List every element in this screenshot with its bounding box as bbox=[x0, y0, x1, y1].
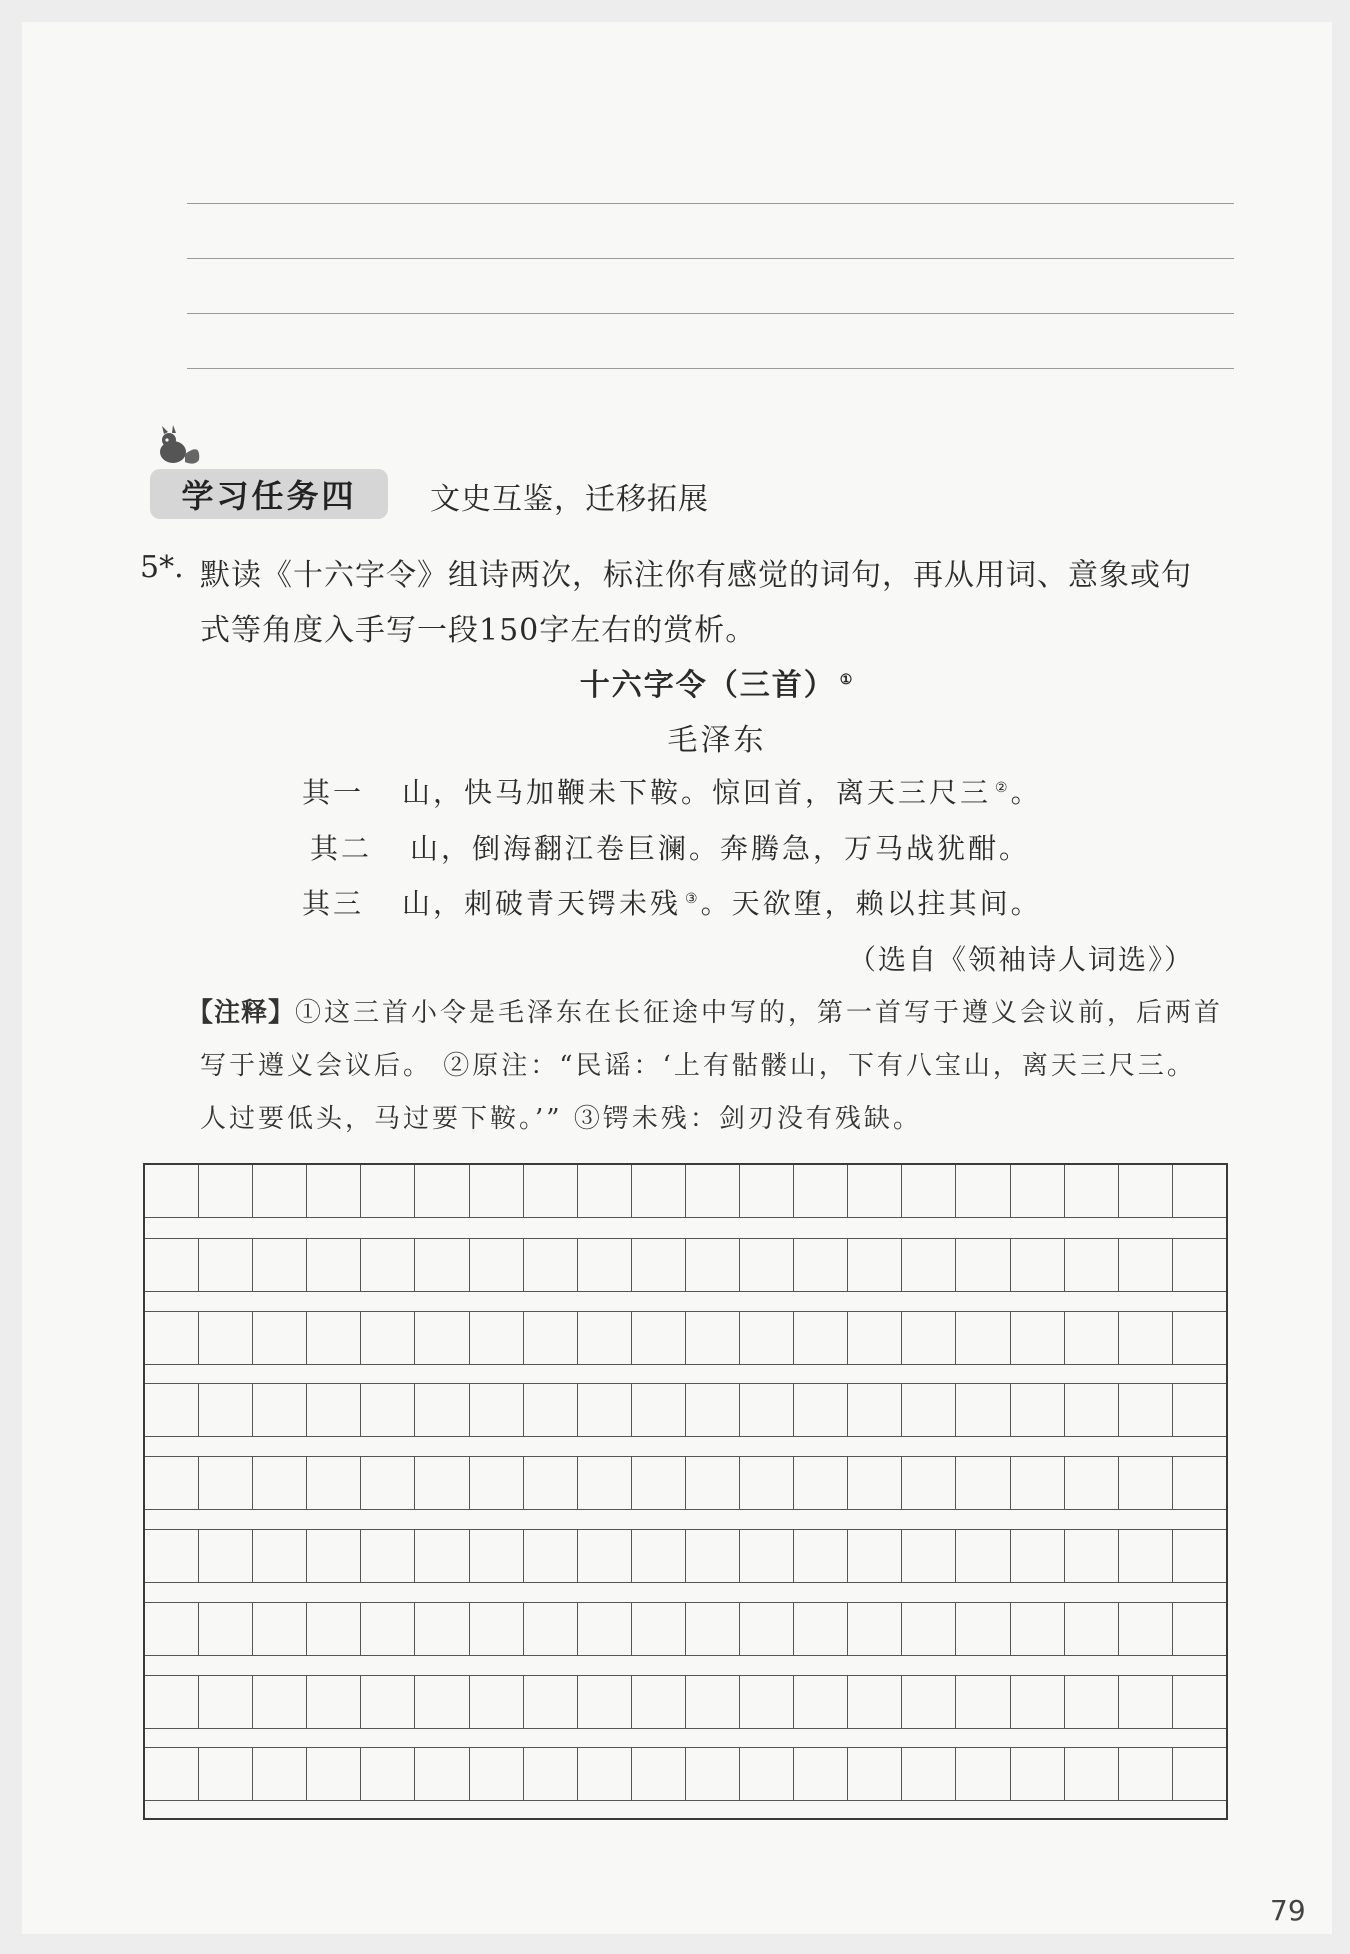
grid-cell[interactable] bbox=[1173, 1457, 1226, 1509]
grid-cell[interactable] bbox=[361, 1312, 415, 1364]
grid-cell[interactable] bbox=[632, 1239, 686, 1291]
grid-cell[interactable] bbox=[632, 1530, 686, 1582]
stanza-label: 其三 bbox=[302, 887, 365, 920]
grid-cell[interactable] bbox=[1119, 1312, 1173, 1364]
grid-cell[interactable] bbox=[848, 1312, 902, 1364]
notes-line-2: 写于遵义会议后。 ②原注：“民谣：‘上有骷髅山，下有八宝山，离天三尺三。 bbox=[200, 1051, 1196, 1081]
stanza-text-end: 。 bbox=[1010, 776, 1042, 809]
grid-cell[interactable] bbox=[470, 1384, 524, 1436]
grid-cell[interactable] bbox=[902, 1165, 956, 1217]
grid-cell[interactable] bbox=[1065, 1165, 1119, 1217]
grid-cell[interactable] bbox=[686, 1165, 740, 1217]
grid-cell[interactable] bbox=[145, 1530, 199, 1582]
grid-cell[interactable] bbox=[524, 1748, 578, 1800]
grid-cell[interactable] bbox=[632, 1384, 686, 1436]
grid-cell[interactable] bbox=[902, 1676, 956, 1728]
stanza-label: 其一 bbox=[302, 776, 365, 809]
grid-cell[interactable] bbox=[145, 1748, 199, 1800]
grid-cell[interactable] bbox=[740, 1384, 794, 1436]
grid-cell[interactable] bbox=[361, 1384, 415, 1436]
stanza-label: 其二 bbox=[310, 832, 373, 865]
poem-source: （选自《领袖诗人词选》） bbox=[847, 943, 1194, 976]
grid-cell[interactable] bbox=[253, 1384, 307, 1436]
grid-cell[interactable] bbox=[1011, 1312, 1065, 1364]
grid-cell[interactable] bbox=[145, 1676, 199, 1728]
grid-cell[interactable] bbox=[199, 1457, 253, 1509]
grid-cell[interactable] bbox=[1065, 1748, 1119, 1800]
stanza-note: ③ bbox=[685, 890, 701, 907]
stanza-text: 山，刺破青天锷未残 bbox=[402, 887, 682, 920]
grid-cell[interactable] bbox=[848, 1676, 902, 1728]
grid-cell[interactable] bbox=[253, 1165, 307, 1217]
grid-cell[interactable] bbox=[686, 1457, 740, 1509]
grid-cell[interactable] bbox=[1173, 1676, 1226, 1728]
grid-cell[interactable] bbox=[1065, 1603, 1119, 1655]
grid-cell[interactable] bbox=[361, 1457, 415, 1509]
grid-row[interactable] bbox=[145, 1165, 1226, 1218]
grid-cell[interactable] bbox=[524, 1457, 578, 1509]
grid-cell[interactable] bbox=[253, 1676, 307, 1728]
grid-cell[interactable] bbox=[1065, 1384, 1119, 1436]
grid-cell[interactable] bbox=[199, 1603, 253, 1655]
grid-cell[interactable] bbox=[1119, 1165, 1173, 1217]
stanza-text: 山，快马加鞭未下鞍。惊回首，离天三尺三 bbox=[402, 776, 992, 809]
grid-cell[interactable] bbox=[1011, 1457, 1065, 1509]
grid-cell[interactable] bbox=[1119, 1457, 1173, 1509]
grid-cell[interactable] bbox=[470, 1676, 524, 1728]
grid-row[interactable] bbox=[145, 1747, 1226, 1801]
grid-cell[interactable] bbox=[1173, 1312, 1226, 1364]
grid-cell[interactable] bbox=[470, 1312, 524, 1364]
grid-cell[interactable] bbox=[848, 1165, 902, 1217]
question-number: 5*. bbox=[140, 550, 184, 585]
grid-cell[interactable] bbox=[902, 1384, 956, 1436]
grid-cell[interactable] bbox=[415, 1748, 469, 1800]
answer-line-4[interactable] bbox=[187, 368, 1234, 369]
grid-cell[interactable] bbox=[1011, 1748, 1065, 1800]
grid-cell[interactable] bbox=[686, 1384, 740, 1436]
grid-cell[interactable] bbox=[902, 1239, 956, 1291]
grid-cell[interactable] bbox=[415, 1312, 469, 1364]
grid-cell[interactable] bbox=[956, 1239, 1010, 1291]
grid-cell[interactable] bbox=[1065, 1312, 1119, 1364]
grid-cell[interactable] bbox=[1173, 1384, 1226, 1436]
poem-title-note: ① bbox=[839, 672, 855, 688]
grid-cell[interactable] bbox=[470, 1603, 524, 1655]
grid-cell[interactable] bbox=[145, 1384, 199, 1436]
answer-line-2[interactable] bbox=[187, 258, 1234, 259]
grid-cell[interactable] bbox=[145, 1603, 199, 1655]
grid-cell[interactable] bbox=[686, 1748, 740, 1800]
grid-cell[interactable] bbox=[1173, 1530, 1226, 1582]
grid-cell[interactable] bbox=[307, 1457, 361, 1509]
grid-cell[interactable] bbox=[632, 1312, 686, 1364]
grid-cell[interactable] bbox=[1065, 1676, 1119, 1728]
grid-cell[interactable] bbox=[361, 1748, 415, 1800]
grid-cell[interactable] bbox=[740, 1603, 794, 1655]
grid-cell[interactable] bbox=[470, 1457, 524, 1509]
grid-cell[interactable] bbox=[307, 1165, 361, 1217]
grid-cell[interactable] bbox=[902, 1748, 956, 1800]
grid-row[interactable] bbox=[145, 1383, 1226, 1437]
grid-cell[interactable] bbox=[956, 1312, 1010, 1364]
grid-cell[interactable] bbox=[415, 1165, 469, 1217]
grid-cell[interactable] bbox=[415, 1676, 469, 1728]
grid-row[interactable] bbox=[145, 1675, 1226, 1729]
grid-cell[interactable] bbox=[1119, 1530, 1173, 1582]
grid-cell[interactable] bbox=[794, 1676, 848, 1728]
grid-cell[interactable] bbox=[794, 1457, 848, 1509]
grid-cell[interactable] bbox=[145, 1312, 199, 1364]
grid-cell[interactable] bbox=[632, 1457, 686, 1509]
grid-cell[interactable] bbox=[794, 1748, 848, 1800]
grid-cell[interactable] bbox=[470, 1748, 524, 1800]
grid-cell[interactable] bbox=[145, 1165, 199, 1217]
grid-cell[interactable] bbox=[794, 1312, 848, 1364]
answer-line-3[interactable] bbox=[187, 313, 1234, 314]
grid-cell[interactable] bbox=[848, 1457, 902, 1509]
grid-cell[interactable] bbox=[307, 1603, 361, 1655]
grid-cell[interactable] bbox=[686, 1676, 740, 1728]
grid-cell[interactable] bbox=[848, 1603, 902, 1655]
grid-cell[interactable] bbox=[307, 1676, 361, 1728]
grid-cell[interactable] bbox=[956, 1457, 1010, 1509]
grid-cell[interactable] bbox=[253, 1457, 307, 1509]
grid-cell[interactable] bbox=[902, 1457, 956, 1509]
grid-cell[interactable] bbox=[578, 1384, 632, 1436]
grid-cell[interactable] bbox=[686, 1603, 740, 1655]
notes-line-1 bbox=[187, 992, 1223, 1029]
page-number: 79 bbox=[1270, 1894, 1306, 1927]
grid-cell[interactable] bbox=[902, 1603, 956, 1655]
grid-cell[interactable] bbox=[956, 1530, 1010, 1582]
grid-cell[interactable] bbox=[199, 1530, 253, 1582]
grid-cell[interactable] bbox=[848, 1748, 902, 1800]
grid-cell[interactable] bbox=[524, 1239, 578, 1291]
grid-cell[interactable] bbox=[253, 1748, 307, 1800]
grid-cell[interactable] bbox=[632, 1603, 686, 1655]
grid-cell[interactable] bbox=[1173, 1239, 1226, 1291]
grid-cell[interactable] bbox=[199, 1312, 253, 1364]
grid-cell[interactable] bbox=[1011, 1603, 1065, 1655]
grid-cell[interactable] bbox=[307, 1748, 361, 1800]
answer-line-1[interactable] bbox=[187, 203, 1234, 204]
poem-title bbox=[200, 660, 1234, 704]
grid-row[interactable] bbox=[145, 1311, 1226, 1365]
grid-cell[interactable] bbox=[199, 1748, 253, 1800]
grid-row[interactable] bbox=[145, 1602, 1226, 1656]
grid-cell[interactable] bbox=[1011, 1384, 1065, 1436]
grid-cell[interactable] bbox=[740, 1676, 794, 1728]
poem-title-text: 十六字令（三首） bbox=[579, 668, 836, 703]
grid-cell[interactable] bbox=[848, 1530, 902, 1582]
grid-cell[interactable] bbox=[578, 1603, 632, 1655]
grid-cell[interactable] bbox=[902, 1312, 956, 1364]
grid-cell[interactable] bbox=[145, 1239, 199, 1291]
question-text-line-2: 式等角度入手写一段150字左右的赏析。 bbox=[200, 613, 757, 648]
answer-writing-grid[interactable] bbox=[143, 1163, 1228, 1820]
grid-cell[interactable] bbox=[578, 1748, 632, 1800]
poem-stanza-2 bbox=[310, 827, 1030, 867]
stanza-text-end: 。天欲堕，赖以拄其间。 bbox=[700, 887, 1042, 920]
grid-cell[interactable] bbox=[199, 1384, 253, 1436]
grid-cell[interactable] bbox=[415, 1457, 469, 1509]
grid-cell[interactable] bbox=[524, 1384, 578, 1436]
grid-cell[interactable] bbox=[956, 1676, 1010, 1728]
question-text-line-1: 默读《十六字令》组诗两次，标注你有感觉的词句，再从用词、意象或句 bbox=[200, 558, 1192, 593]
grid-cell[interactable] bbox=[1065, 1530, 1119, 1582]
grid-cell[interactable] bbox=[578, 1165, 632, 1217]
grid-cell[interactable] bbox=[740, 1239, 794, 1291]
grid-cell[interactable] bbox=[1119, 1603, 1173, 1655]
grid-row[interactable] bbox=[145, 1456, 1226, 1510]
grid-cell[interactable] bbox=[524, 1165, 578, 1217]
grid-cell[interactable] bbox=[415, 1384, 469, 1436]
grid-cell[interactable] bbox=[848, 1239, 902, 1291]
grid-cell[interactable] bbox=[253, 1603, 307, 1655]
task-title: 文史互鉴，迁移拓展 bbox=[430, 482, 709, 517]
grid-cell[interactable] bbox=[1173, 1603, 1226, 1655]
grid-cell[interactable] bbox=[1119, 1748, 1173, 1800]
poem-author: 毛泽东 bbox=[667, 723, 767, 758]
workbook-page bbox=[22, 22, 1332, 1934]
grid-cell[interactable] bbox=[1119, 1384, 1173, 1436]
grid-cell[interactable] bbox=[470, 1530, 524, 1582]
grid-cell[interactable] bbox=[307, 1530, 361, 1582]
notes-text: ①这三首小令是毛泽东在长征途中写的，第一首写于遵义会议前，后两首 bbox=[295, 998, 1224, 1028]
grid-cell[interactable] bbox=[199, 1676, 253, 1728]
grid-cell[interactable] bbox=[578, 1676, 632, 1728]
grid-row[interactable] bbox=[145, 1238, 1226, 1292]
grid-cell[interactable] bbox=[1011, 1530, 1065, 1582]
grid-cell[interactable] bbox=[199, 1165, 253, 1217]
grid-cell[interactable] bbox=[956, 1165, 1010, 1217]
grid-cell[interactable] bbox=[956, 1384, 1010, 1436]
grid-cell[interactable] bbox=[686, 1312, 740, 1364]
grid-cell[interactable] bbox=[956, 1748, 1010, 1800]
grid-cell[interactable] bbox=[794, 1530, 848, 1582]
grid-cell[interactable] bbox=[740, 1530, 794, 1582]
grid-cell[interactable] bbox=[740, 1312, 794, 1364]
grid-row[interactable] bbox=[145, 1529, 1226, 1583]
grid-cell[interactable] bbox=[307, 1384, 361, 1436]
grid-cell[interactable] bbox=[1065, 1457, 1119, 1509]
grid-cell[interactable] bbox=[740, 1165, 794, 1217]
squirrel-mascot-icon bbox=[155, 424, 205, 466]
poem-stanza-3 bbox=[302, 882, 1042, 922]
grid-cell[interactable] bbox=[632, 1676, 686, 1728]
grid-cell[interactable] bbox=[470, 1239, 524, 1291]
grid-cell[interactable] bbox=[307, 1312, 361, 1364]
grid-cell[interactable] bbox=[361, 1530, 415, 1582]
grid-cell[interactable] bbox=[794, 1384, 848, 1436]
grid-cell[interactable] bbox=[145, 1457, 199, 1509]
grid-cell[interactable] bbox=[578, 1457, 632, 1509]
grid-cell[interactable] bbox=[1173, 1165, 1226, 1217]
notes-heading: 【注释】 bbox=[187, 998, 296, 1028]
grid-cell[interactable] bbox=[1173, 1748, 1226, 1800]
grid-cell[interactable] bbox=[1065, 1239, 1119, 1291]
grid-cell[interactable] bbox=[740, 1748, 794, 1800]
grid-cell[interactable] bbox=[578, 1239, 632, 1291]
stanza-note: ② bbox=[995, 779, 1011, 796]
grid-cell[interactable] bbox=[632, 1748, 686, 1800]
stanza-text: 山，倒海翻江卷巨澜。奔腾急，万马战犹酣。 bbox=[410, 832, 1031, 865]
grid-cell[interactable] bbox=[1011, 1165, 1065, 1217]
grid-cell[interactable] bbox=[956, 1603, 1010, 1655]
grid-cell[interactable] bbox=[524, 1603, 578, 1655]
grid-cell[interactable] bbox=[686, 1530, 740, 1582]
grid-cell[interactable] bbox=[1119, 1676, 1173, 1728]
grid-cell[interactable] bbox=[794, 1603, 848, 1655]
grid-cell[interactable] bbox=[902, 1530, 956, 1582]
grid-cell[interactable] bbox=[415, 1603, 469, 1655]
grid-cell[interactable] bbox=[1011, 1239, 1065, 1291]
grid-cell[interactable] bbox=[794, 1239, 848, 1291]
grid-cell[interactable] bbox=[470, 1165, 524, 1217]
grid-cell[interactable] bbox=[524, 1312, 578, 1364]
grid-cell[interactable] bbox=[253, 1530, 307, 1582]
grid-cell[interactable] bbox=[632, 1165, 686, 1217]
grid-cell[interactable] bbox=[686, 1239, 740, 1291]
poem-stanza-1 bbox=[302, 771, 1042, 811]
grid-cell[interactable] bbox=[1011, 1676, 1065, 1728]
task-tag: 学习任务四 bbox=[150, 469, 388, 519]
grid-cell[interactable] bbox=[1119, 1239, 1173, 1291]
grid-cell[interactable] bbox=[578, 1312, 632, 1364]
grid-cell[interactable] bbox=[415, 1239, 469, 1291]
grid-cell[interactable] bbox=[253, 1239, 307, 1291]
grid-cell[interactable] bbox=[361, 1239, 415, 1291]
grid-cell[interactable] bbox=[253, 1312, 307, 1364]
notes-line-3: 人过要低头，马过要下鞍。’” ③锷未残：剑刃没有残缺。 bbox=[200, 1104, 922, 1134]
grid-cell[interactable] bbox=[524, 1676, 578, 1728]
grid-cell[interactable] bbox=[524, 1530, 578, 1582]
grid-cell[interactable] bbox=[361, 1603, 415, 1655]
grid-cell[interactable] bbox=[307, 1239, 361, 1291]
grid-cell[interactable] bbox=[361, 1676, 415, 1728]
grid-cell[interactable] bbox=[578, 1530, 632, 1582]
grid-cell[interactable] bbox=[740, 1457, 794, 1509]
grid-cell[interactable] bbox=[415, 1530, 469, 1582]
grid-cell[interactable] bbox=[199, 1239, 253, 1291]
grid-cell[interactable] bbox=[361, 1165, 415, 1217]
grid-cell[interactable] bbox=[848, 1384, 902, 1436]
grid-cell[interactable] bbox=[794, 1165, 848, 1217]
